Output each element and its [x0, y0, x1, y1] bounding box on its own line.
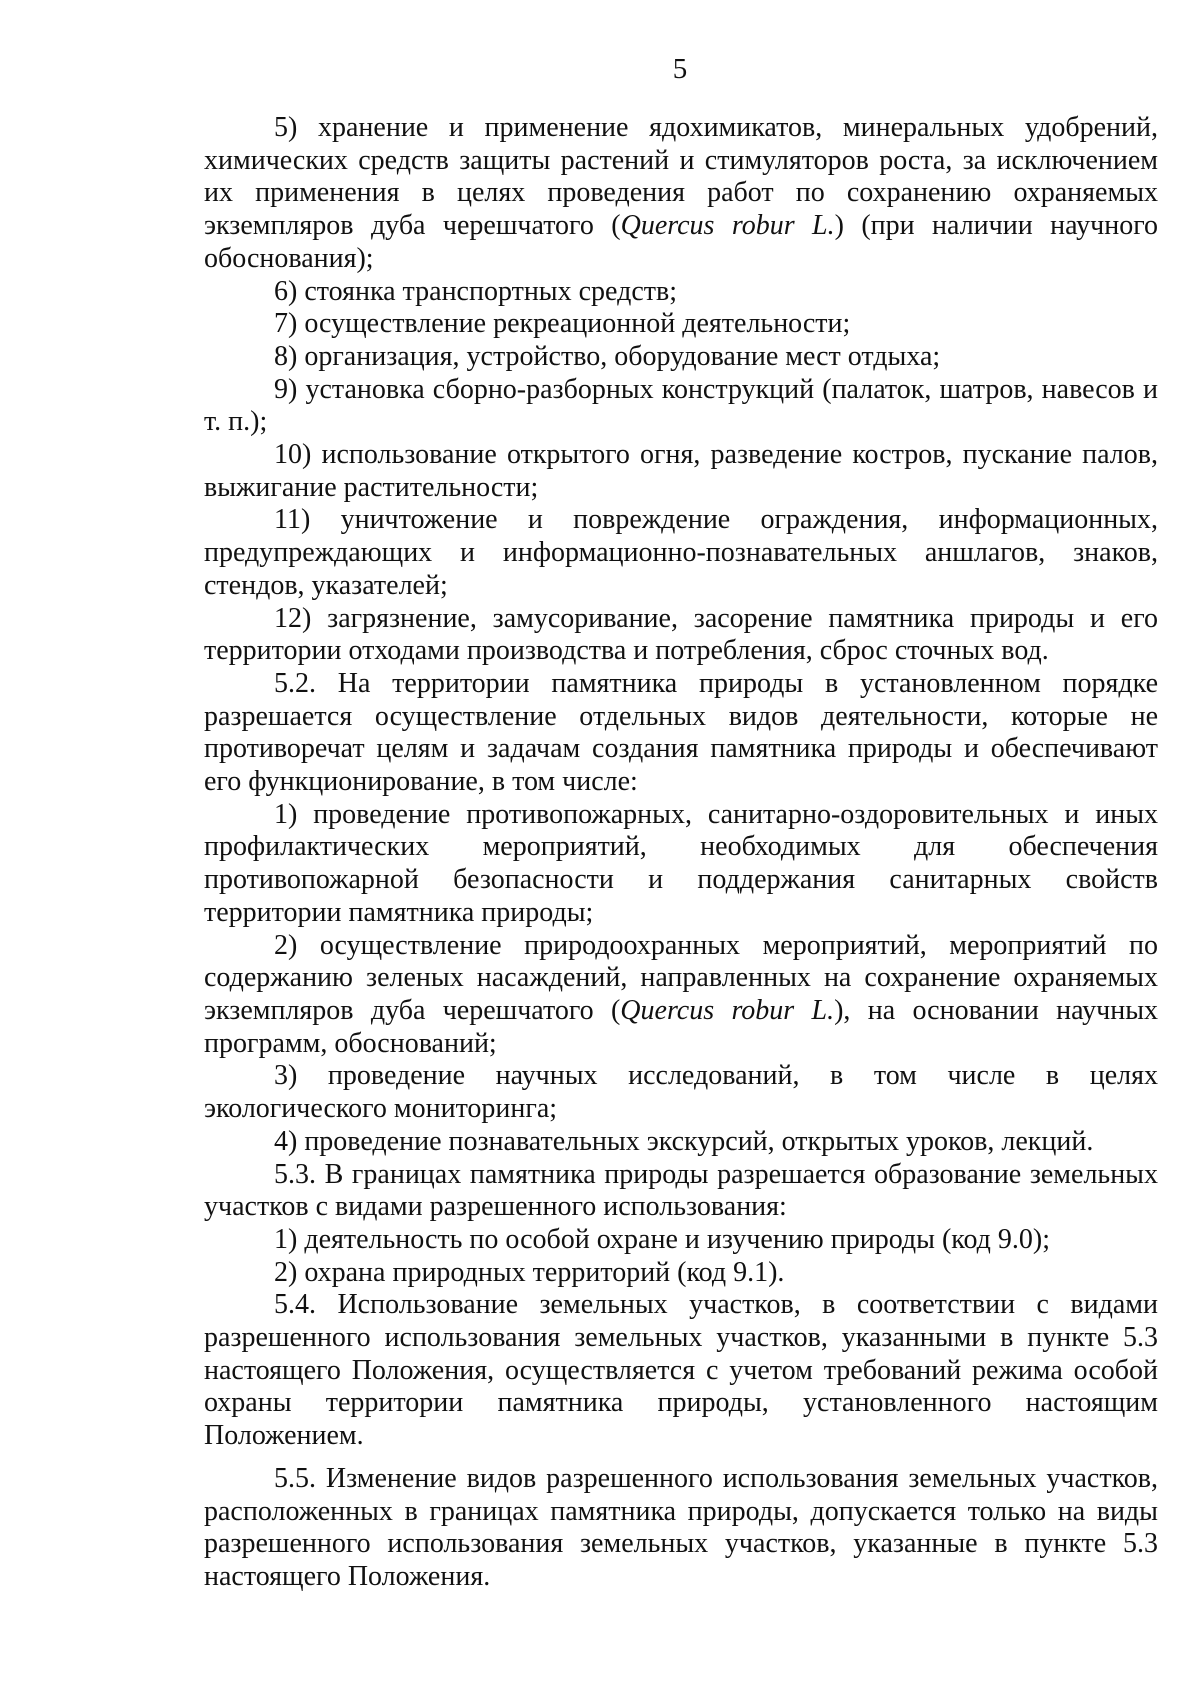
paragraph-text: 2) осуществление природоохранных мероприятий, мероприятий по содержанию зеленых насаждений, направленных на сохранение охраняемых экземпляров дуба черешчатого ( [204, 929, 1158, 1026]
paragraph-allowed-1: 1) проведение противопожарных, санитарно-оздоровительных и иных профилактических мероприятий, необходимых для обеспечения противопожарной безопасности и поддержания санитарных свойств территории памятника природы; [204, 798, 1158, 928]
paragraph-prohibition-9: 9) установка сборно-разборных конструкций (палаток, шатров, навесов и т. п.); [204, 373, 1158, 438]
paragraph-text: 5) хранение и применение ядохимикатов, минеральных удобрений, химических средств защиты растений и стимуляторов роста, за исключением их применения в целях проведения работ по сохранению охраняемых экземпляров дуба черешчатого ( [204, 112, 1158, 242]
paragraph-prohibition-8: 8) организация, устройство, оборудование мест отдыха; [274, 340, 941, 372]
paragraph-section-5-4: 5.4. Использование земельных участков, в соответствии с видами разрешенного использования земельных участков, указанными в пункте 5.3 настоящего Положения, осуществляется с учетом требований режима особой охраны территории памятника природы, установленного настоящим Положением. [204, 1289, 1158, 1452]
paragraph-prohibition-7: 7) осуществление рекреационной деятельности; [274, 308, 851, 340]
paragraph-allowed-2 [204, 930, 1158, 1061]
paragraph-land-use-1: 1) деятельность по особой охране и изучению природы (код 9.0); [274, 1223, 1050, 1255]
page-number: 5 [672, 53, 688, 85]
paragraph-allowed-4: 4) проведение познавательных экскурсий, открытых уроков, лекций. [274, 1125, 1094, 1157]
paragraph-section-5-3: 5.3. В границах памятника природы разрешается образование земельных участков с видами разрешенного использования: [204, 1158, 1158, 1223]
paragraph-land-use-2: 2) охрана природных территорий (код 9.1). [274, 1256, 785, 1288]
paragraph-text: ), на основании научных программ, обоснований; [204, 994, 1159, 1059]
paragraph-section-5-2: 5.2. На территории памятника природы в установленном порядке разрешается осуществление отдельных видов деятельности, которые не противоречат целям и задачам создания памятника природы и обеспечивают его функционирование, в том числе: [204, 667, 1158, 798]
latin-species-name: Quercus robur L. [620, 210, 835, 242]
paragraph-prohibition-5 [204, 112, 1158, 276]
paragraph-prohibition-10: 10) использование открытого огня, разведение костров, пускание палов, выжигание растительности; [204, 439, 1158, 503]
paragraph-allowed-3: 3) проведение научных исследований, в том числе в целях экологического мониторинга; [204, 1060, 1158, 1125]
paragraph-text: ) (при наличии научного обоснования); [204, 210, 1158, 274]
paragraph-prohibition-11: 11) уничтожение и повреждение ограждения, информационных, предупреждающих и информационно-познавательных аншлагов, знаков, стендов, указателей; [204, 504, 1158, 601]
paragraph-prohibition-12: 12) загрязнение, замусоривание, засорение памятника природы и его территории отходами производства и потребления, сброс сточных вод. [204, 602, 1158, 667]
latin-species-name: Quercus robur L. [620, 994, 835, 1026]
paragraph-section-5-5: 5.5. Изменение видов разрешенного использования земельных участков, расположенных в границах памятника природы, допускается только на виды разрешенного использования земельных участков, указанные в пункте 5.3 настоящего Положения. [204, 1462, 1158, 1592]
paragraph-prohibition-6: 6) стоянка транспортных средств; [274, 275, 678, 307]
document-body [204, 112, 1158, 1594]
